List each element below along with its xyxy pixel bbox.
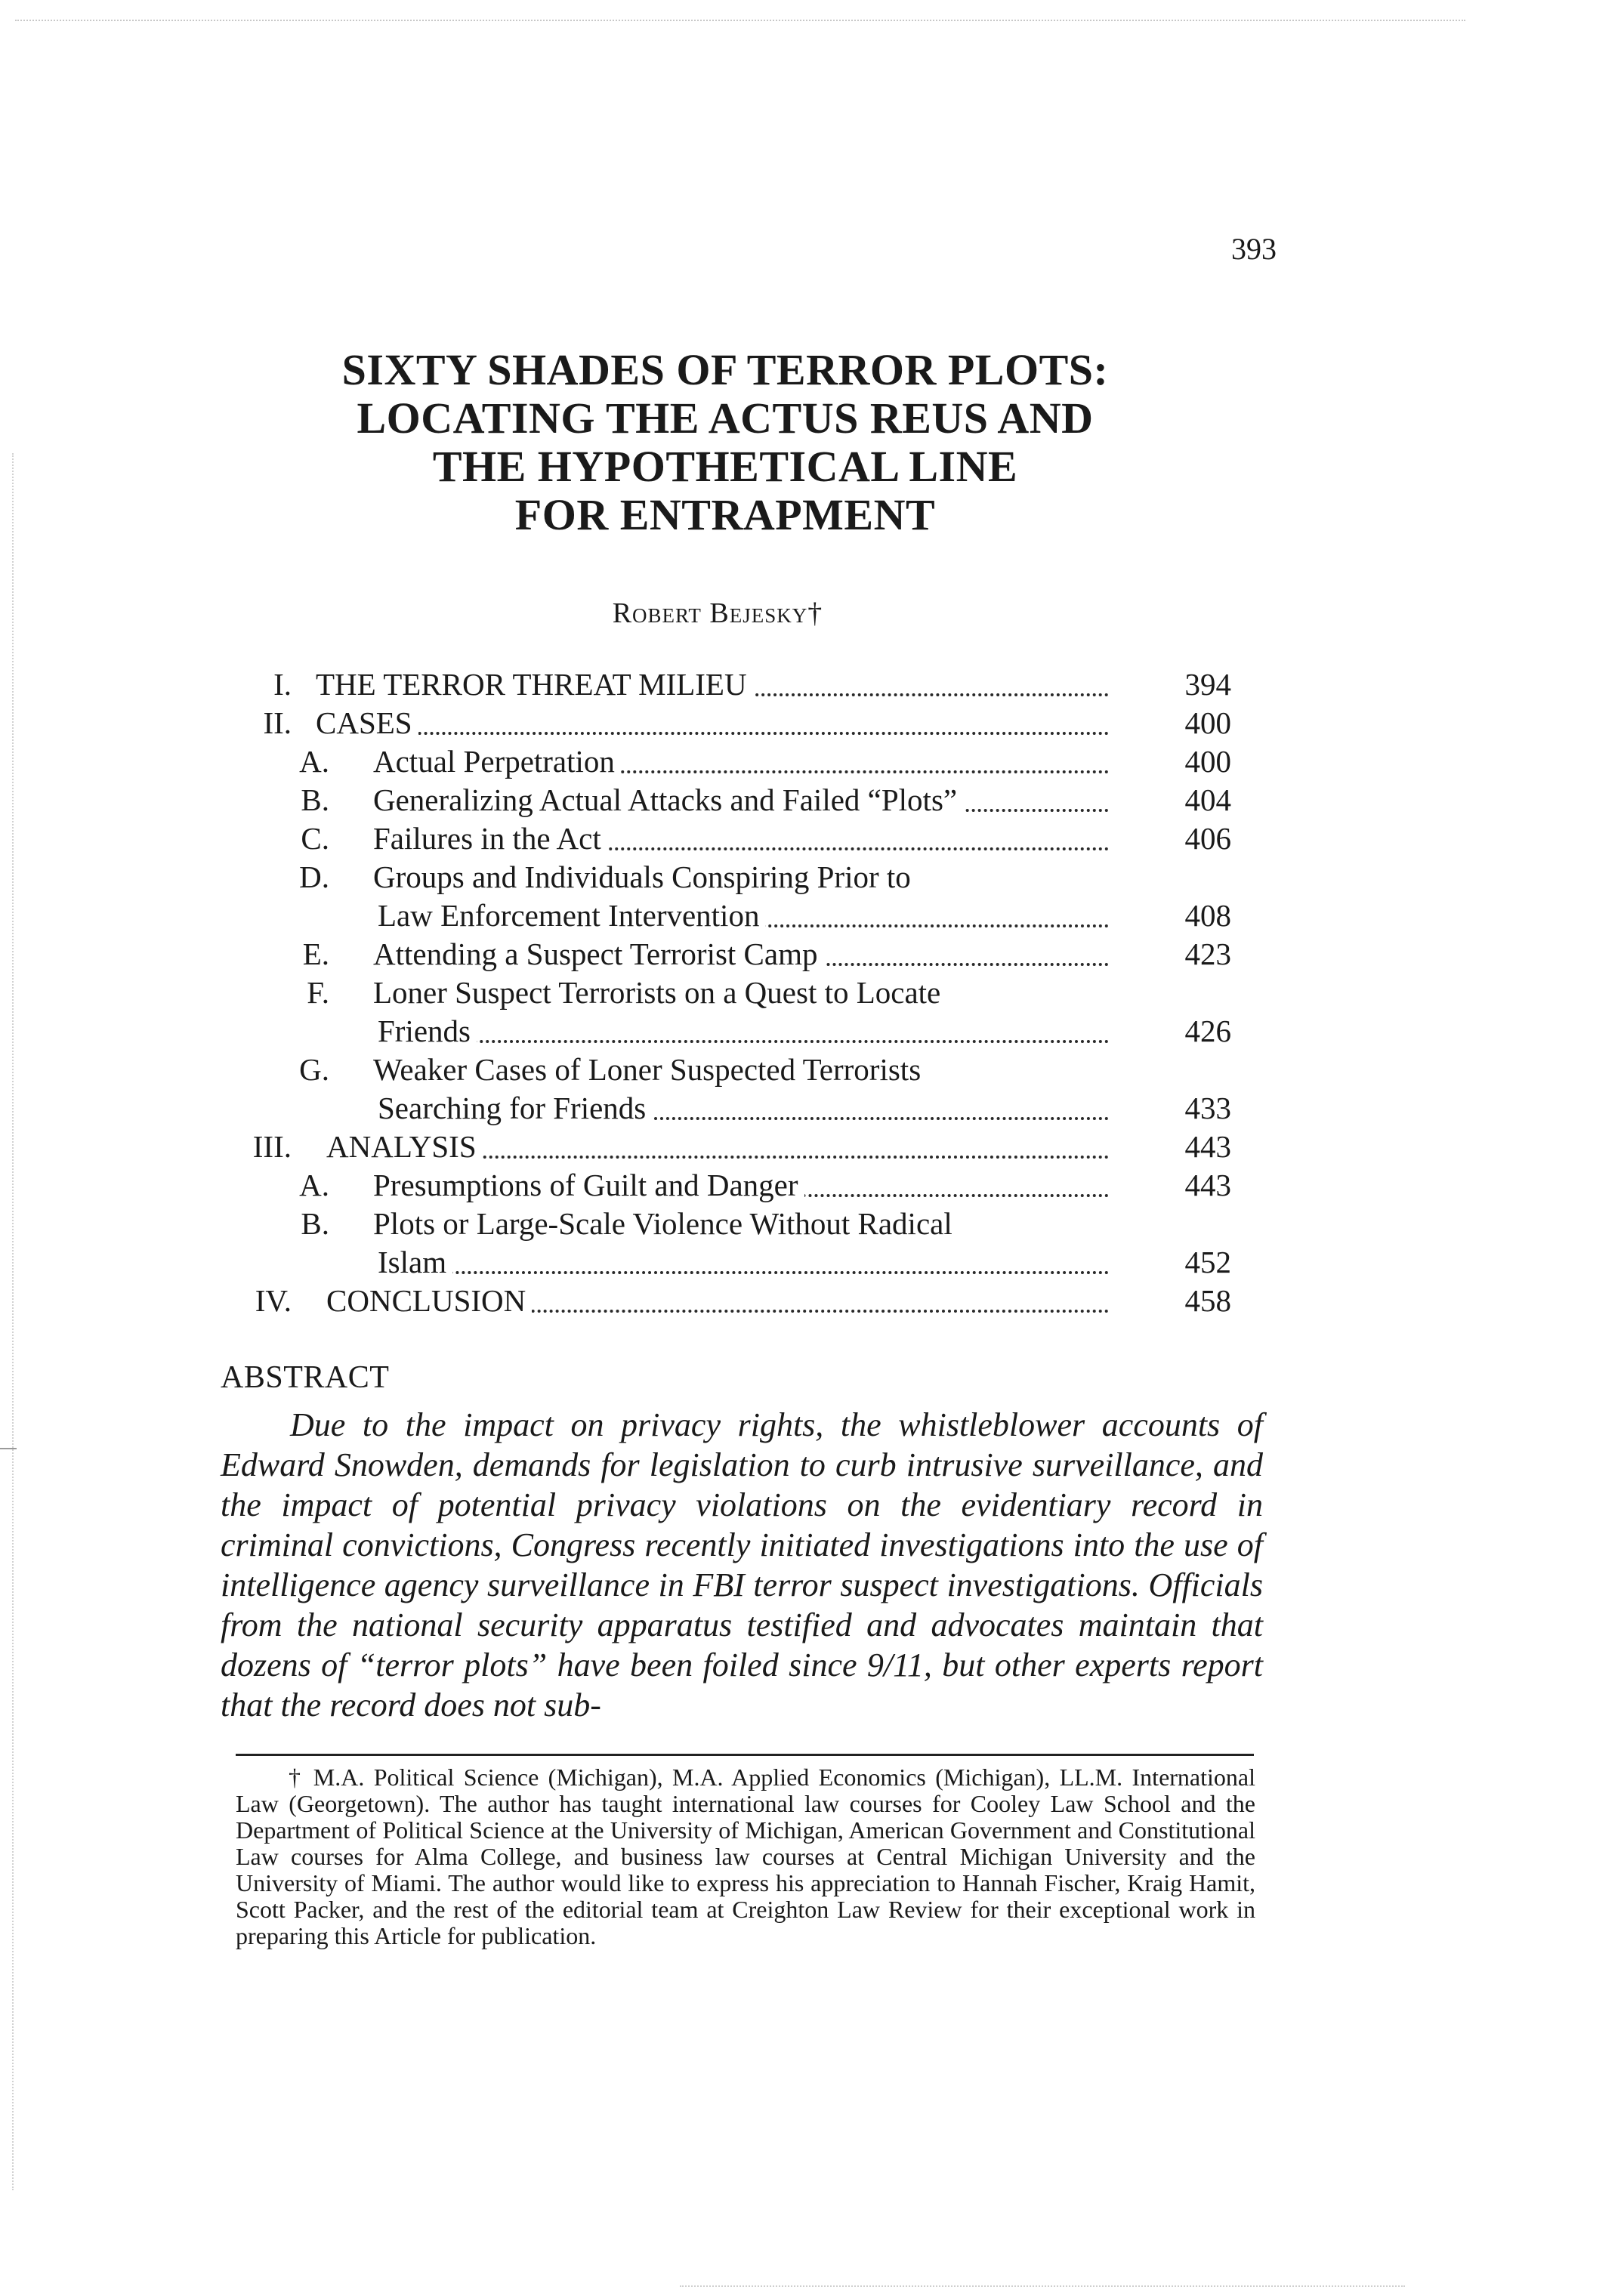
toc-entry bbox=[242, 1165, 1254, 1205]
toc-leader-dots bbox=[378, 1035, 1109, 1043]
toc-entry-page: 433 bbox=[1184, 1091, 1231, 1125]
toc-entry-title: Actual Perpetration bbox=[373, 744, 621, 779]
author-name: Robert Bejesky† bbox=[612, 597, 823, 629]
toc-entry-label bbox=[373, 857, 1109, 896]
toc-entry-label bbox=[378, 896, 1109, 935]
toc-entry-number: I. bbox=[273, 667, 292, 702]
toc-entry-label bbox=[316, 703, 1109, 742]
toc-entry bbox=[242, 780, 1254, 819]
toc-entry-title: Groups and Individuals Conspiring Prior to bbox=[373, 859, 917, 894]
toc-entry-number: A. bbox=[299, 744, 329, 779]
toc-entry bbox=[242, 1242, 1254, 1282]
toc-entry-title: CASES bbox=[316, 705, 418, 740]
page-number: 393 bbox=[1231, 232, 1277, 266]
toc-entry-page: 423 bbox=[1184, 937, 1231, 971]
toc-entry bbox=[242, 703, 1254, 742]
toc-entry-label bbox=[378, 1088, 1109, 1128]
toc-entry-label bbox=[378, 1011, 1109, 1051]
toc-entry-title: Islam bbox=[378, 1245, 452, 1279]
toc-entry bbox=[242, 1088, 1254, 1128]
title-line: THE HYPOTHETICAL LINE bbox=[432, 442, 1018, 491]
toc-entry-number: D. bbox=[299, 859, 329, 894]
toc-entry-label bbox=[326, 1281, 1109, 1320]
toc-entry bbox=[242, 896, 1254, 935]
toc-entry bbox=[242, 665, 1254, 704]
toc-entry bbox=[242, 742, 1254, 781]
footnote-rule bbox=[236, 1754, 1254, 1756]
scan-edge-top bbox=[15, 20, 1465, 23]
toc-entry-page: 404 bbox=[1184, 782, 1231, 817]
toc-entry-page: 443 bbox=[1184, 1129, 1231, 1164]
toc-entry-number: C. bbox=[301, 821, 329, 856]
toc-entry-title: Attending a Suspect Terrorist Camp bbox=[373, 937, 824, 971]
toc-entry-label bbox=[373, 1165, 1109, 1205]
toc-entry-number: B. bbox=[301, 782, 329, 817]
toc-entry-title: CONCLUSION bbox=[326, 1283, 532, 1318]
toc-entry bbox=[242, 1281, 1254, 1320]
toc-entry-number: A. bbox=[299, 1168, 329, 1202]
toc-entry-number: F. bbox=[307, 975, 329, 1010]
toc-entry-label bbox=[373, 1050, 1109, 1089]
toc-entry-label bbox=[373, 1204, 1109, 1243]
toc-entry bbox=[242, 857, 1254, 896]
toc-leader-dots bbox=[378, 1267, 1109, 1274]
toc-entry-title: Generalizing Actual Attacks and Failed “Plots” bbox=[373, 782, 963, 817]
abstract-heading: ABSTRACT bbox=[221, 1360, 390, 1395]
toc-entry-number: G. bbox=[299, 1052, 329, 1087]
toc-entry-label bbox=[373, 973, 1109, 1012]
toc-entry-label bbox=[373, 780, 1109, 819]
title-line: FOR ENTRAPMENT bbox=[514, 490, 936, 539]
toc-entry-title: Weaker Cases of Loner Suspected Terrorists bbox=[373, 1052, 927, 1087]
toc-entry-title: Searching for Friends bbox=[378, 1091, 652, 1125]
toc-entry bbox=[242, 973, 1254, 1012]
toc-entry bbox=[242, 819, 1254, 858]
toc-entry-title: ANALYSIS bbox=[326, 1129, 483, 1164]
footnote-text: † M.A. Political Science (Michigan), M.A. Applied Economics (Michigan), LL.M. International Law (Georgetown). The author has taught international law courses for Cooley Law School and the Department of Political Science at the University of Michigan, American Government and Constitutional Law courses for Alma College, and business law courses at Central Michigan University and the University of Miami. The author would like to express his appreciation to Hannah Fischer, Kraig Hamit, Scott Packer, and the rest of the editorial team at Creighton Law Review for their exceptional work in preparing this Article for publication. bbox=[236, 1764, 1255, 1949]
toc-entry-number: III. bbox=[252, 1129, 292, 1164]
toc-entry-title: THE TERROR THREAT MILIEU bbox=[316, 667, 753, 702]
toc-entry-page: 408 bbox=[1184, 898, 1231, 933]
toc-entry-page: 394 bbox=[1184, 667, 1231, 702]
title-line: SIXTY SHADES OF TERROR PLOTS: bbox=[341, 345, 1109, 394]
toc-entry-page: 400 bbox=[1184, 744, 1231, 779]
toc-entry-title: Friends bbox=[378, 1014, 477, 1048]
toc-entry-page: 452 bbox=[1184, 1245, 1231, 1279]
toc-entry-title: Law Enforcement Intervention bbox=[378, 898, 765, 933]
toc-entry-label bbox=[378, 1242, 1109, 1282]
scan-edge-bottom bbox=[680, 2285, 1405, 2288]
toc-entry-number: E. bbox=[302, 937, 329, 971]
toc-entry-label bbox=[373, 934, 1109, 974]
toc-entry bbox=[242, 1050, 1254, 1089]
toc-entry bbox=[242, 1127, 1254, 1166]
scan-mark bbox=[0, 1448, 17, 1449]
toc-entry-page: 426 bbox=[1184, 1014, 1231, 1048]
toc-entry-page: 458 bbox=[1184, 1283, 1231, 1318]
toc-entry-title: Loner Suspect Terrorists on a Quest to Locate bbox=[373, 975, 946, 1010]
toc-entry-page: 443 bbox=[1184, 1168, 1231, 1202]
abstract-body bbox=[221, 1405, 1263, 1725]
toc-entry bbox=[242, 1011, 1254, 1051]
toc-entry-number: IV. bbox=[255, 1283, 292, 1318]
footnote bbox=[236, 1764, 1255, 1949]
article-title bbox=[227, 346, 1224, 539]
toc-entry-label bbox=[373, 819, 1109, 858]
toc-entry-title: Plots or Large-Scale Violence Without Radical bbox=[373, 1206, 959, 1241]
toc-entry bbox=[242, 934, 1254, 974]
toc-entry-label bbox=[373, 742, 1109, 781]
toc-entry-title: Presumptions of Guilt and Danger bbox=[373, 1168, 804, 1202]
toc-entry bbox=[242, 1204, 1254, 1243]
toc-entry-number: II. bbox=[263, 705, 292, 740]
title-line: LOCATING THE ACTUS REUS AND bbox=[357, 393, 1094, 443]
toc-entry-number: B. bbox=[301, 1206, 329, 1241]
toc-entry-page: 406 bbox=[1184, 821, 1231, 856]
toc-entry-page: 400 bbox=[1184, 705, 1231, 740]
abstract-text: Due to the impact on privacy rights, the whistleblower accounts of Edward Snowden, demands for legislation to curb intrusive surveillance, and the impact of potential privacy violations on the evidentiary record in criminal convictions, Congress recently initiated investigations into the use of intelligence agency surveillance in FBI terror suspect investigations. Officials from the national security apparatus testified and advocates maintain that dozens of “terror plots” have been foiled since 9/11, but other experts report that the record does not sub- bbox=[221, 1406, 1263, 1724]
scan-edge-left bbox=[12, 453, 15, 2190]
toc-leader-dots bbox=[316, 727, 1109, 735]
toc-entry-label bbox=[326, 1127, 1109, 1166]
toc-entry-title: Failures in the Act bbox=[373, 821, 607, 856]
toc-entry-label bbox=[316, 665, 1109, 704]
